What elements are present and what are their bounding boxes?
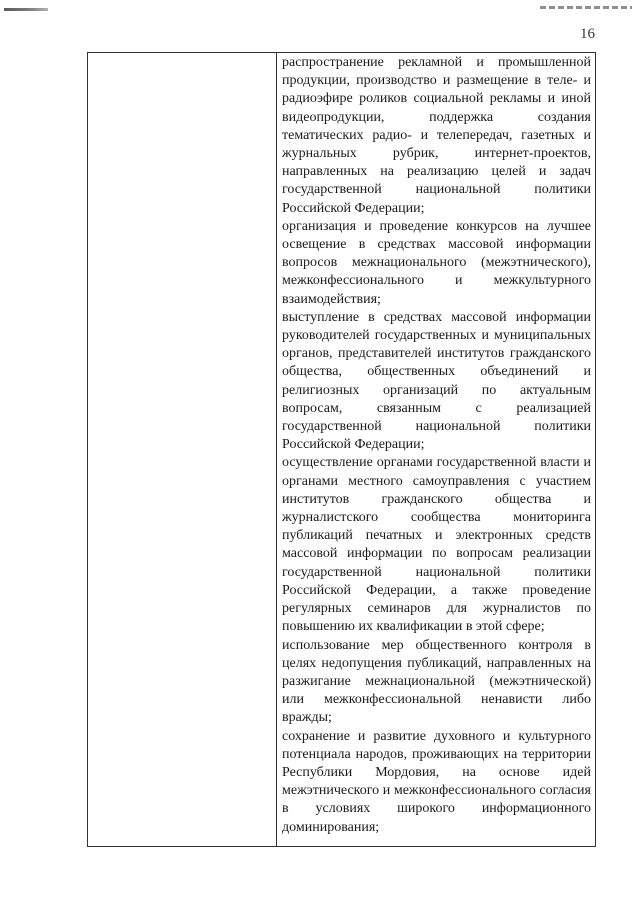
paragraph-spiritual-potential: сохранение и развитие духовного и культурного потенциала народов, проживающих на территории Республики Мордовия, на основе идей межэтнического и межконфессионального согласия в условиях широкого информационного доминирования; [282, 728, 591, 835]
paragraph-monitoring: осуществление органами государственной власти и органами местного самоуправления с участием институтов гражданского общества и журналистского сообщества мониторинга публикаций печатных и электронных средств массовой информации по вопросам реализации государственной национальной политики Российской Федерации, а также проведение регулярных семинаров для журналистов по повышению их квалификации в этой сфере; [282, 455, 591, 635]
paragraph-public-control: использование мер общественного контроля в целях недопущения публикаций, направленных на разжигание межнациональной (межэтнической) или межконфессиональной ненависти либо вражды; [282, 637, 591, 726]
paragraph-advertising: распространение рекламной и промышленной продукции, производство и размещение в теле- и радиоэфире роликов социальной рекламы и иной видеопродукции, поддержка создания тематических радио- и телепередач, газетных и журнальных рубрик, интернет-проектов, направленных на реализацию целей и задач государственной национальной политики Российской Федерации; [282, 55, 591, 216]
paragraph-contests: организация и проведение конкурсов на лучшее освещение в средствах массовой информации вопросов межнационального (межэтнического), межконфессионального и межкультурного взаимодействия; [282, 218, 591, 307]
page-number: 16 [580, 26, 595, 42]
column-divider [276, 53, 277, 846]
paragraph-media-appearances: выступление в средствах массовой информации руководителей государственных и муниципальных органов, представителей институтов гражданского общества, общественных объединений и религиозных организаций по актуальным вопросам, связанным с реализацией государственной национальной политики Российской Федерации; [282, 309, 591, 453]
scan-artifact-top-left [4, 8, 48, 11]
table-cell-right [282, 54, 591, 837]
document-table [87, 52, 596, 847]
scan-artifact-top-right [540, 6, 632, 9]
